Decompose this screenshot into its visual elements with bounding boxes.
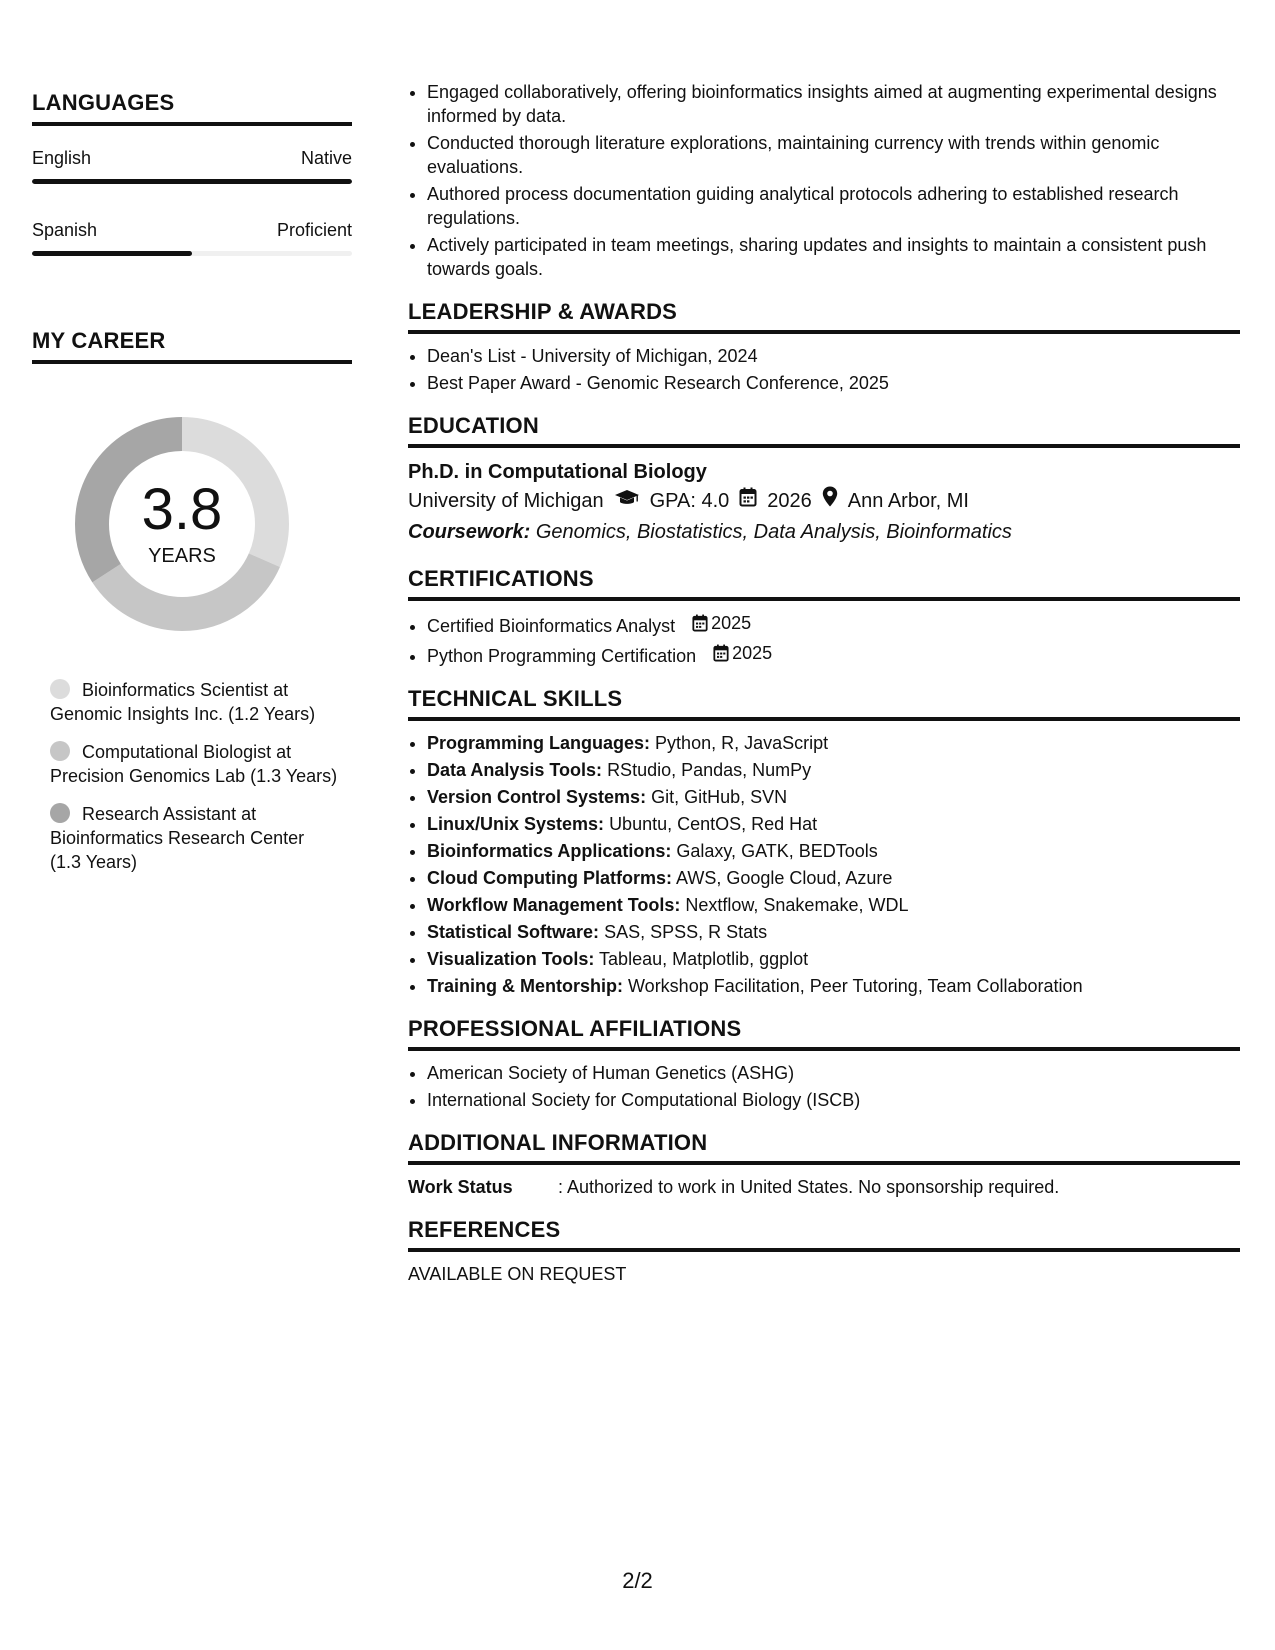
skills-title: TECHNICAL SKILLS [408,686,1240,721]
education-details [408,486,1240,516]
education-degree: Ph.D. in Computational Biology [408,461,707,483]
education-gpa: GPA: 4.0 [649,490,730,512]
legend-dot [50,679,70,699]
work-status-row [408,1175,1240,1199]
right-column [408,80,1240,1286]
language-level: Proficient [276,220,352,240]
career-legend [50,678,340,874]
language-proficiency-bar [32,251,352,256]
language-item [32,148,352,184]
calendar-icon [739,486,757,516]
skill-label: Linux/Unix Systems: [427,814,605,834]
skill-value: Python, R, JavaScript [655,733,829,753]
skill-value: Galaxy, GATK, BEDTools [676,841,878,861]
work-status-label: Work Status [408,1177,513,1197]
career-title: MY CAREER [32,328,352,364]
skill-value: Tableau, Matplotlib, ggplot [599,949,809,969]
donut-center [62,404,302,644]
calendar-icon [713,644,729,662]
skills-list [408,731,1240,998]
certifications-title: CERTIFICATIONS [408,566,1240,601]
legend-dot [50,741,70,761]
skill-label: Visualization Tools: [427,949,595,969]
career-legend-item [50,678,340,726]
career-legend-item [50,802,340,874]
list-item: • International Society for Computational Biology (ISCB) [427,1088,1240,1112]
education-coursework [408,516,1240,548]
list-item [427,611,1240,638]
education-year: 2026 [767,490,812,512]
leadership-title: LEADERSHIP & AWARDS [408,299,1240,334]
skill-item [427,839,1240,863]
skill-item [427,812,1240,836]
skill-item [427,731,1240,755]
legend-dot [50,803,70,823]
skill-label: Training & Mentorship: [427,976,623,996]
references-text: AVAILABLE ON REQUEST [408,1264,627,1284]
page-number: 2/2 [622,1568,653,1593]
list-item: • Authored process documentation guiding analytical protocols adhering to established research regulations. [427,182,1240,230]
skill-item [427,785,1240,809]
certification-year: 2025 [711,613,752,633]
education-school: University of Michigan [408,490,604,512]
list-item: • Actively participated in team meetings, sharing updates and insights to maintain a consistent push towards goals. [427,233,1240,281]
skill-value: SAS, SPSS, R Stats [604,922,768,942]
work-status-value: : Authorized to work in United States. No sponsorship required. [558,1177,1060,1197]
skill-item [427,866,1240,890]
skill-value: Git, GitHub, SVN [651,787,788,807]
certification-name: Certified Bioinformatics Analyst [427,616,676,636]
language-proficiency-bar [32,179,352,184]
legend-label: Bioinformatics Scientist at Genomic Insights Inc. (1.2 Years) [50,680,316,724]
list-item [427,641,1240,668]
language-proficiency-fill [32,251,192,256]
certifications-list [408,611,1240,668]
language-item [32,220,352,256]
skill-label: Data Analysis Tools: [427,760,603,780]
coursework-label: Coursework: [408,521,531,543]
left-column [32,90,352,888]
career-total-value: 3.8 [141,476,223,542]
leadership-list [408,344,1240,395]
skill-value: Ubuntu, CentOS, Red Hat [609,814,818,834]
affiliations-list [408,1061,1240,1112]
additional-info-title: ADDITIONAL INFORMATION [408,1130,1240,1165]
skill-label: Bioinformatics Applications: [427,841,672,861]
list-item: • Best Paper Award - Genomic Research Conference, 2025 [427,371,1240,395]
list-item: • Conducted thorough literature explorations, maintaining currency with trends within genomic evaluations. [427,131,1240,179]
education-title: EDUCATION [408,413,1240,448]
skill-item [427,920,1240,944]
language-level: Native [300,148,352,168]
coursework-value: Genomics, Biostatistics, Data Analysis, Bioinformatics [535,521,1012,543]
skill-label: Version Control Systems: [427,787,647,807]
skill-label: Workflow Management Tools: [427,895,681,915]
languages-title: LANGUAGES [32,90,352,126]
skill-value: Workshop Facilitation, Peer Tutoring, Team Collaboration [628,976,1083,996]
map-pin-icon [822,486,838,516]
list-item: • American Society of Human Genetics (ASHG) [427,1061,1240,1085]
skill-item [427,947,1240,971]
language-name: English [32,148,92,168]
certification-year: 2025 [732,643,773,663]
career-total-unit: YEARS [148,544,216,567]
list-item: • Engaged collaboratively, offering bioinformatics insights aimed at augmenting experimental designs informed by data. [427,80,1240,128]
career-legend-item [50,740,340,788]
language-name: Spanish [32,220,98,240]
career-donut-chart [62,404,302,644]
legend-label: Computational Biologist at Precision Genomics Lab (1.3 Years) [50,742,338,786]
references-title: REFERENCES [408,1217,1240,1252]
list-item: • Dean's List - University of Michigan, 2024 [427,344,1240,368]
language-proficiency-fill [32,179,352,184]
affiliations-title: PROFESSIONAL AFFILIATIONS [408,1016,1240,1051]
skill-value: RStudio, Pandas, NumPy [607,760,812,780]
experience-bullets [408,80,1240,281]
graduation-cap-icon [614,486,640,516]
education-location: Ann Arbor, MI [847,490,969,512]
skill-label: Programming Languages: [427,733,651,753]
skill-item [427,758,1240,782]
calendar-icon [692,614,708,632]
skill-value: Nextflow, Snakemake, WDL [685,895,909,915]
legend-label: Research Assistant at Bioinformatics Research Center (1.3 Years) [50,804,305,872]
skill-value: AWS, Google Cloud, Azure [676,868,893,888]
skill-label: Cloud Computing Platforms: [427,868,672,888]
skill-item [427,893,1240,917]
skill-item [427,974,1240,998]
skill-label: Statistical Software: [427,922,600,942]
certification-name: Python Programming Certification [427,646,697,666]
